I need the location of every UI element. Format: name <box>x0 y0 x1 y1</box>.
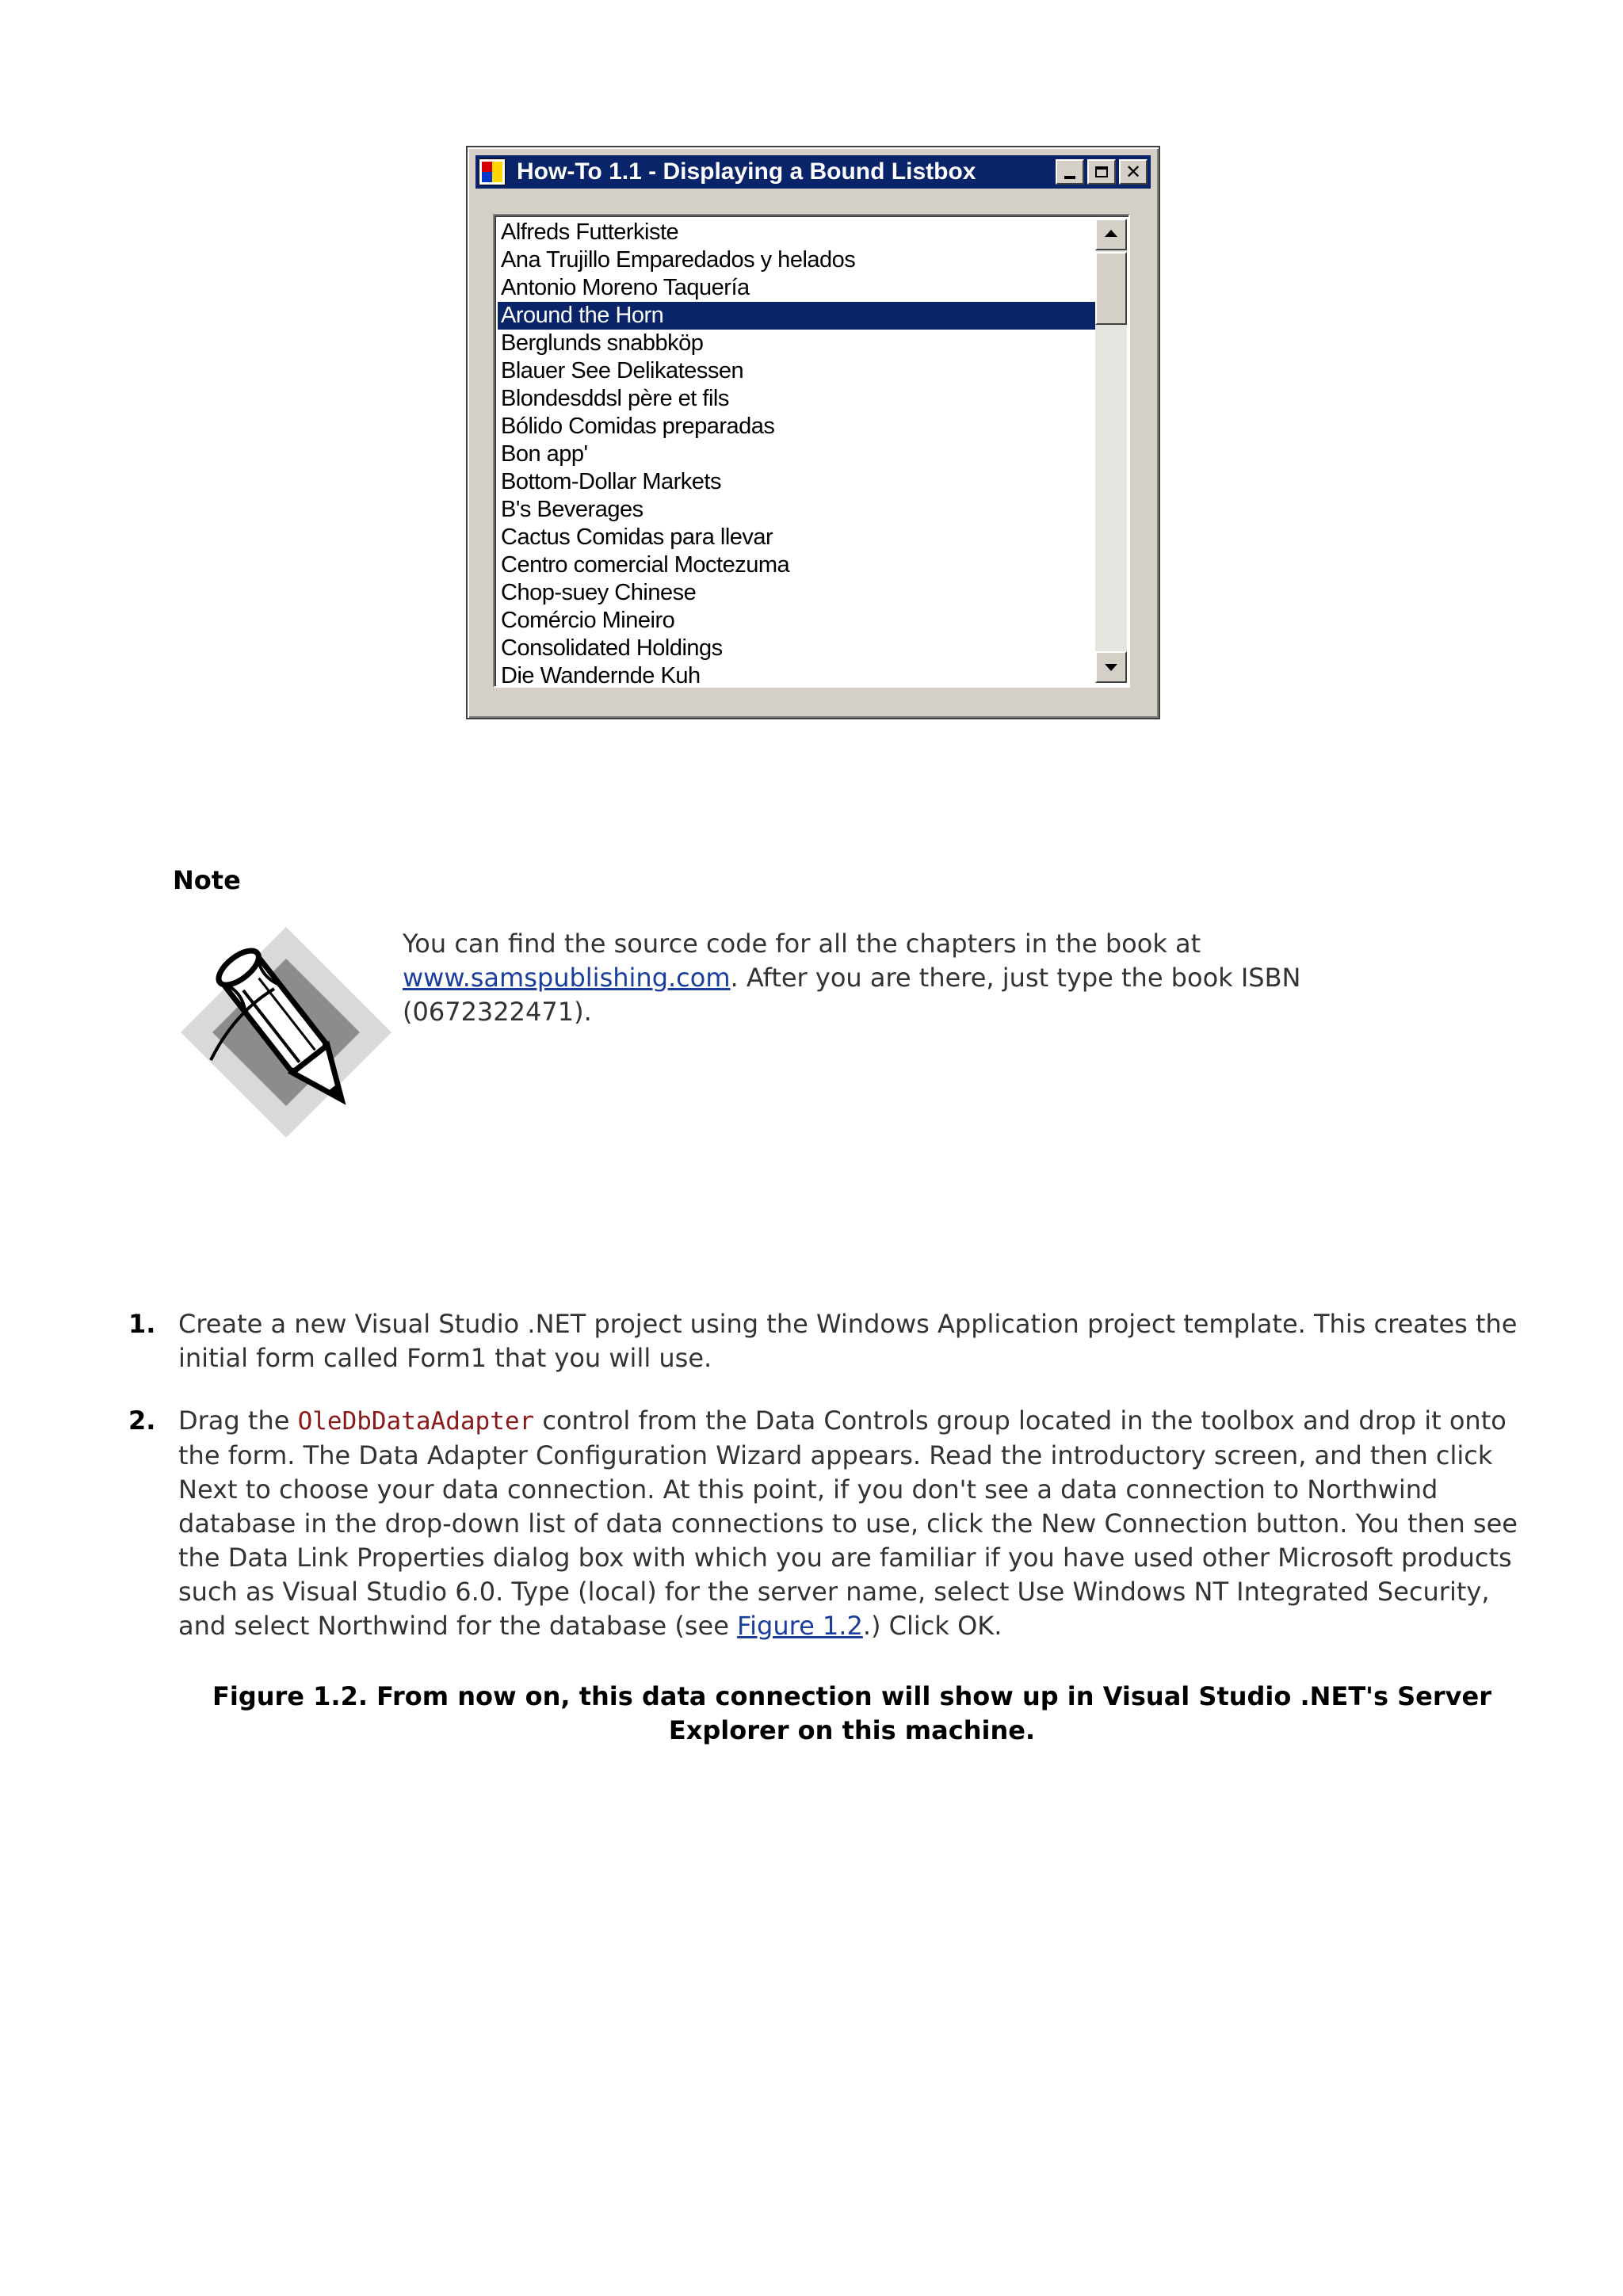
step-text-part: control from the Data Controls group located in the toolbox and drop it onto the form. The Data Adapter Configuration Wizard appears. Read the introductory screen, and then click Next to choose your data connection. At this point, if you don't see a data connection to Northwind database in the drop-down list of data connections to use, click the New Connection button. You then see the Data Link Properties dialog box with which you are familiar if you have used other Microsoft products such as Visual Studio 6.0. Type (local) for the server name, select Use Windows NT Integrated Security, and select Northwind for the database (see <box>178 1405 1518 1641</box>
app-icon <box>479 158 506 185</box>
window-titlebar[interactable] <box>475 155 1151 189</box>
figure-1-2-link[interactable]: Figure 1.2 <box>737 1611 863 1641</box>
pencil-note-icon <box>179 925 393 1139</box>
list-item[interactable]: B's Beverages <box>501 497 643 522</box>
samspublishing-link[interactable]: www.samspublishing.com <box>403 963 731 993</box>
step-text: Create a new Visual Studio .NET project using the Windows Application project template. This creates the initial form called Form1 that you will use. <box>178 1309 1518 1373</box>
list-item[interactable]: Chop-suey Chinese <box>501 580 697 605</box>
scroll-thumb[interactable] <box>1095 252 1127 325</box>
list-item[interactable]: Bottom-Dollar Markets <box>501 469 721 494</box>
arrow-down-icon <box>1105 664 1117 671</box>
list-item[interactable]: Comércio Mineiro <box>501 608 675 633</box>
window-controls <box>1056 159 1148 185</box>
list-item[interactable]: Berglunds snabbköp <box>501 330 704 356</box>
step-2 <box>128 1404 1539 1643</box>
scroll-up-button[interactable] <box>1095 219 1127 250</box>
maximize-button[interactable] <box>1087 159 1116 185</box>
note-text <box>403 927 1322 1029</box>
note-text-part: You can find the source code for all the chapters in the book at <box>403 929 1201 959</box>
list-item[interactable]: Centro comercial Moctezuma <box>501 552 790 578</box>
list-item[interactable]: Die Wandernde Kuh <box>501 663 701 688</box>
note-text-part: . After you are there, just type the book ISBN (0672322471). <box>403 963 1301 1027</box>
figure-window-screenshot <box>466 146 1160 719</box>
maximize-icon <box>1095 166 1108 177</box>
list-item[interactable]: Blauer See Delikatessen <box>501 358 744 383</box>
list-item[interactable]: Antonio Moreno Taquería <box>501 275 750 300</box>
step-text-part: .) Click OK. <box>862 1611 1002 1641</box>
figure-caption: Figure 1.2. From now on, this data connection will show up in Visual Studio .NET's Server Explorer on this machine. <box>212 1681 1491 1745</box>
arrow-up-icon <box>1105 230 1117 237</box>
step-text-part: Drag the <box>178 1405 298 1436</box>
step-1 <box>128 1307 1539 1375</box>
scroll-down-button[interactable] <box>1095 651 1127 683</box>
step-number: 1. <box>128 1309 156 1339</box>
listbox-items <box>498 219 1100 688</box>
close-icon: ✕ <box>1125 161 1142 183</box>
minimize-icon <box>1064 176 1075 179</box>
customer-listbox[interactable] <box>493 214 1130 688</box>
list-item[interactable]: Cactus Comidas para llevar <box>501 524 773 550</box>
list-item[interactable]: Consolidated Holdings <box>501 635 723 661</box>
listbox-scrollbar[interactable] <box>1095 219 1127 683</box>
code-oledbdataadapter: OleDbDataAdapter <box>297 1407 535 1436</box>
step-number: 2. <box>128 1405 156 1436</box>
close-button[interactable] <box>1119 159 1148 185</box>
list-item[interactable]: Bólido Comidas preparadas <box>501 414 775 439</box>
minimize-button[interactable] <box>1056 159 1084 185</box>
list-item[interactable]: Alfreds Futterkiste <box>501 219 679 245</box>
list-item[interactable]: Blondesddsl père et fils <box>501 386 729 411</box>
list-item[interactable]: Ana Trujillo Emparedados y helados <box>501 247 856 273</box>
list-item[interactable]: Around the Horn <box>498 302 1100 330</box>
window-title: How-To 1.1 - Displaying a Bound Listbox <box>517 158 976 185</box>
list-item[interactable]: Bon app' <box>501 441 588 467</box>
step-text <box>178 1404 1539 1643</box>
note-heading: Note <box>173 865 241 895</box>
